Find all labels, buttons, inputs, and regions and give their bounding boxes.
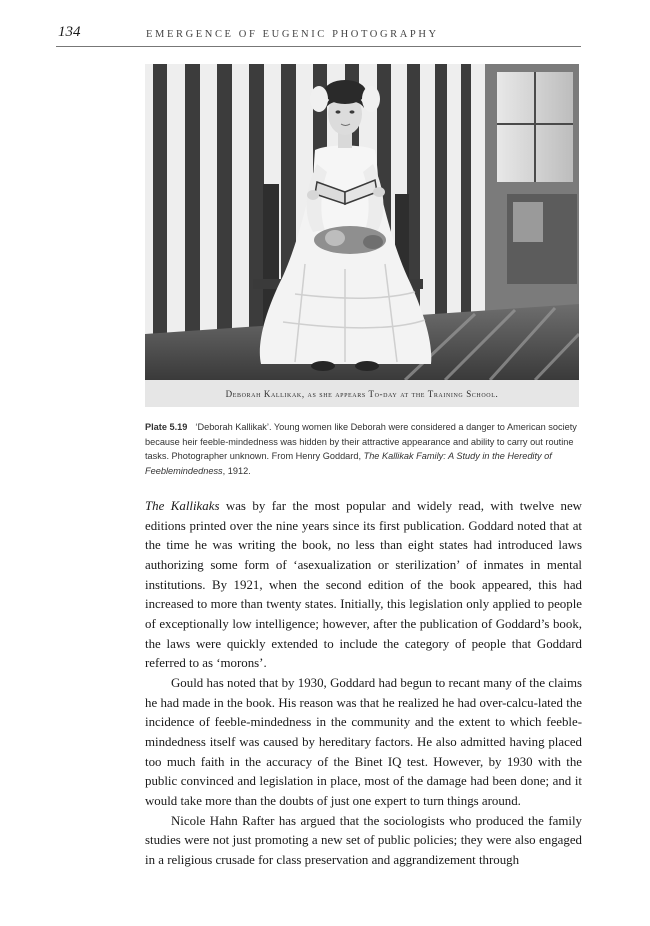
paragraph-1-text: was by far the most popular and widely read, with twelve new editions printed over the nine years since its first publication. Goddard noted that at the time he was writing the book, no less than eight states had introduced laws authorizing some form of ‘asexualization or sterilization’ of inmates in mental institutions. By 1921, when the second edition of the book appeared, this had increased to more than twenty states. Initially, this legislation only applied to people of exceptionally low intelligence; however, after the publication of Goddard’s book, the laws were quickly extended to include the category of people that Goddard referred to as ‘morons’. (145, 499, 582, 671)
running-head: EMERGENCE OF EUGENIC PHOTOGRAPHY (146, 29, 439, 40)
caption-text: ‘Deborah Kallikak’. Young women like Deborah were considered a danger to American society because heir feeble-mindedness was hidden by their attractive appearance and ability to carry out routine tasks. Photographer unknown. From Henry Goddard, (145, 422, 577, 461)
caption-source-title: The Kallikak Family: A Study in the Heredity of Feeblemindedness (145, 451, 552, 476)
paragraph-1 (145, 497, 582, 674)
header-rule (56, 46, 581, 47)
page-number: 134 (58, 24, 81, 40)
paragraph-3: Nicole Hahn Rafter has argued that the sociologists who produced the family studies were not just promoting a new set of public policies; they were also engaged in a religious crusade for class preservation and aggrandizement through (145, 813, 582, 867)
plate-image-caption: Deborah Kallikak, as she appears To-day at the Training School. (225, 388, 499, 399)
figure-caption (145, 420, 581, 478)
body-text (145, 497, 582, 870)
paragraph-2: Gould has noted that by 1930, Goddard had begun to recant many of the claims he had made in the book. His reason was that he realized he had over-calcu-lated the incidence of feeble-mindedness in the community and the extent to which feeble-mindedness itself was caused by hereditary factors. He also admitted having placed too much faith in the accuracy of the Binet IQ test. However, by 1930 with the public convinced and legislation in place, most of the damage had been done; and it would take more than the doubts of just one expert to turn things around. (145, 675, 582, 808)
book-title: The Kallikaks (145, 499, 220, 513)
plate-figure (145, 64, 579, 407)
photo-deborah-kallikak (145, 64, 579, 380)
plate-caption-strip (145, 380, 579, 407)
caption-text-end: , 1912. (222, 465, 251, 476)
plate-label: Plate 5.19 (145, 422, 188, 432)
